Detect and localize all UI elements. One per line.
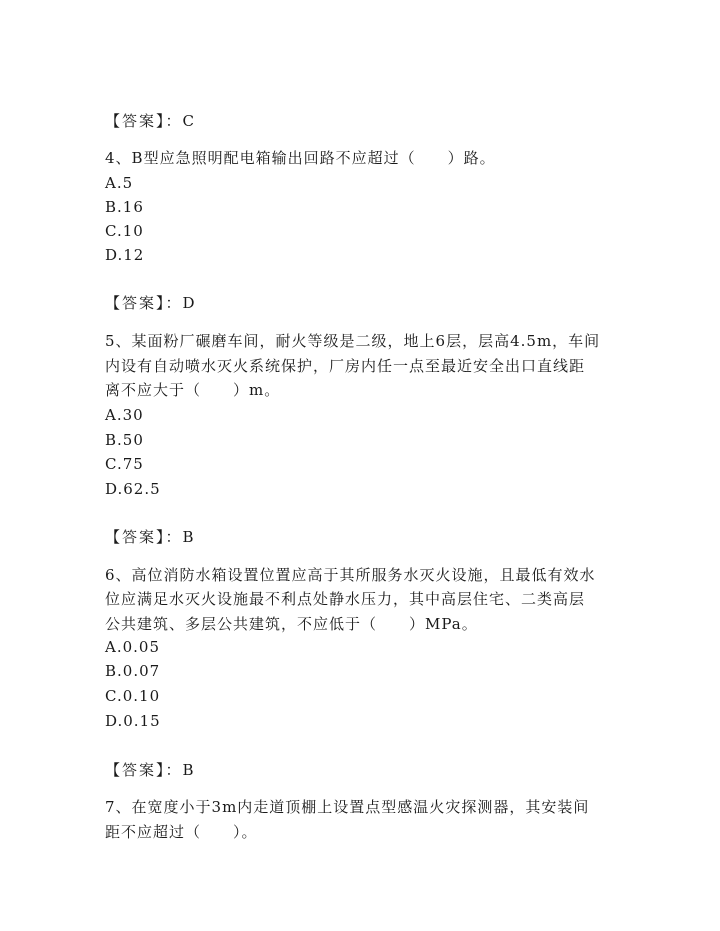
question-6-stem-line-1: 6、高位消防水箱设置位置应高于其所服务水灭火设施，且最低有效水	[105, 566, 596, 584]
question-5-option-b: B.50	[105, 431, 144, 449]
question-4-option-c: C.10	[105, 222, 144, 240]
answer-4: 【答案】：D	[105, 294, 197, 312]
answer-6: 【答案】：B	[105, 761, 196, 779]
question-5-stem-line-2: 内设有自动喷水灭火系统保护，厂房内任一点至最近安全出口直线距	[105, 357, 586, 375]
question-6-option-d: D.0.15	[105, 712, 161, 730]
question-4-stem-line-1: 4、B型应急照明配电箱输出回路不应超过（ ）路。	[105, 149, 496, 167]
question-4-option-b: B.16	[105, 198, 144, 216]
question-6-option-b: B.0.07	[105, 662, 161, 680]
question-7-stem-line-2: 距不应超过（ ）。	[105, 823, 258, 841]
question-7-stem-line-1: 7、在宽度小于3m内走道顶棚上设置点型感温火灾探测器，其安装间	[105, 798, 590, 816]
question-5-option-d: D.62.5	[105, 480, 161, 498]
question-6-stem-line-2: 位应满足水灭火设施最不利点处静水压力，其中高层住宅、二类高层	[105, 590, 586, 608]
question-5-stem-line-3: 离不应大于（ ）m。	[105, 381, 281, 399]
question-6-stem-line-3: 公共建筑、多层公共建筑，不应低于（ ）MPa。	[105, 615, 478, 633]
question-5-option-a: A.30	[105, 406, 144, 424]
answer-3: 【答案】：C	[105, 112, 196, 130]
question-6-option-a: A.0.05	[105, 638, 160, 656]
question-6-option-c: C.0.10	[105, 687, 161, 705]
question-4-option-d: D.12	[105, 246, 145, 264]
answer-5: 【答案】：B	[105, 528, 196, 546]
question-5-stem-line-1: 5、某面粉厂碾磨车间，耐火等级是二级，地上6层，层高4.5m，车间	[105, 332, 601, 350]
question-4-option-a: A.5	[105, 174, 134, 192]
question-5-option-c: C.75	[105, 455, 144, 473]
